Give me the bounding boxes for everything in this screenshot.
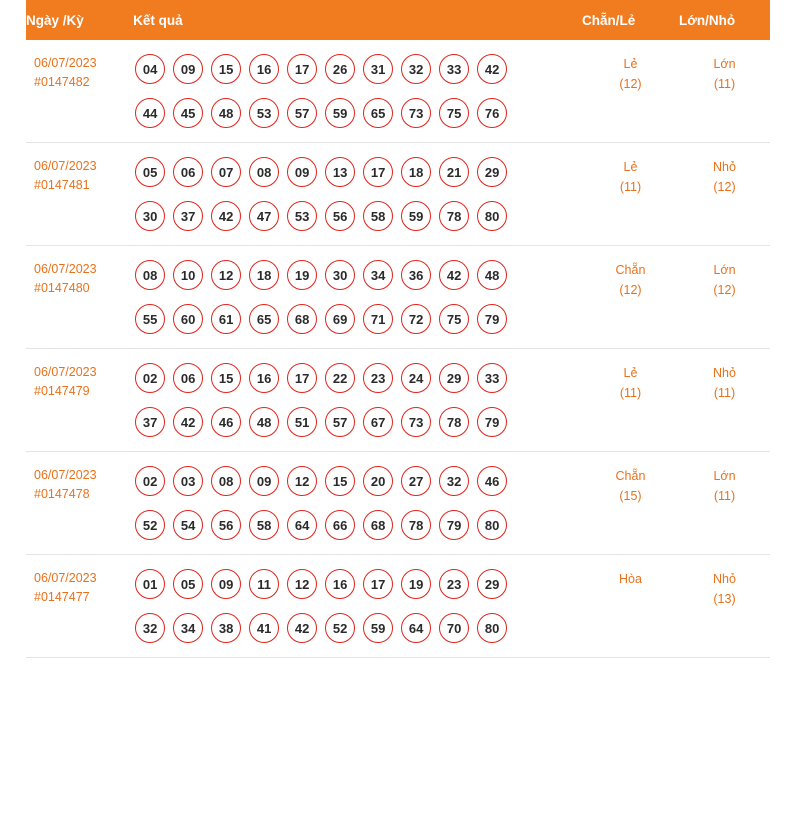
result-ball: 16 bbox=[249, 54, 279, 84]
result-ball: 15 bbox=[325, 466, 355, 496]
result-ball: 18 bbox=[249, 260, 279, 290]
result-ball: 71 bbox=[363, 304, 393, 334]
table-row bbox=[26, 40, 770, 143]
result-ball: 42 bbox=[211, 201, 241, 231]
result-ball: 69 bbox=[325, 304, 355, 334]
result-ball: 32 bbox=[439, 466, 469, 496]
result-ball: 59 bbox=[401, 201, 431, 231]
parity-cell bbox=[582, 40, 679, 143]
result-ball: 30 bbox=[325, 260, 355, 290]
result-ball: 64 bbox=[287, 510, 317, 540]
result-ball: 46 bbox=[211, 407, 241, 437]
result-ball: 57 bbox=[287, 98, 317, 128]
size-cell bbox=[679, 555, 770, 658]
result-ball: 42 bbox=[477, 54, 507, 84]
size-cell bbox=[679, 40, 770, 143]
result-date-cell bbox=[26, 349, 133, 452]
result-ball: 23 bbox=[439, 569, 469, 599]
result-numbers-cell bbox=[133, 555, 582, 658]
result-ball: 53 bbox=[249, 98, 279, 128]
draw-date: 06/07/2023 bbox=[34, 262, 97, 276]
ball-row bbox=[135, 201, 581, 231]
result-ball: 32 bbox=[135, 613, 165, 643]
result-ball: 55 bbox=[135, 304, 165, 334]
result-ball: 61 bbox=[211, 304, 241, 334]
result-ball: 67 bbox=[363, 407, 393, 437]
result-ball: 79 bbox=[477, 304, 507, 334]
result-ball: 48 bbox=[477, 260, 507, 290]
draw-id: #0147481 bbox=[34, 178, 90, 192]
parity-cell bbox=[582, 349, 679, 452]
size-cell bbox=[679, 452, 770, 555]
result-ball: 42 bbox=[439, 260, 469, 290]
result-ball: 04 bbox=[135, 54, 165, 84]
result-ball: 58 bbox=[249, 510, 279, 540]
result-ball: 09 bbox=[249, 466, 279, 496]
size-count: (11) bbox=[713, 77, 736, 91]
result-ball: 20 bbox=[363, 466, 393, 496]
result-date-cell bbox=[26, 246, 133, 349]
result-ball: 59 bbox=[325, 98, 355, 128]
parity-label: Chẵn bbox=[615, 469, 646, 483]
result-ball: 48 bbox=[211, 98, 241, 128]
result-numbers-cell bbox=[133, 40, 582, 143]
result-ball: 07 bbox=[211, 157, 241, 187]
result-ball: 45 bbox=[173, 98, 203, 128]
result-ball: 05 bbox=[135, 157, 165, 187]
result-ball: 80 bbox=[477, 201, 507, 231]
result-ball: 08 bbox=[135, 260, 165, 290]
draw-date: 06/07/2023 bbox=[34, 365, 97, 379]
result-ball: 64 bbox=[401, 613, 431, 643]
result-ball: 54 bbox=[173, 510, 203, 540]
result-ball: 41 bbox=[249, 613, 279, 643]
result-ball: 38 bbox=[211, 613, 241, 643]
result-ball: 06 bbox=[173, 157, 203, 187]
draw-date: 06/07/2023 bbox=[34, 571, 97, 585]
result-ball: 78 bbox=[439, 407, 469, 437]
result-ball: 08 bbox=[249, 157, 279, 187]
parity-label: Chẵn bbox=[615, 263, 646, 277]
table-row bbox=[26, 143, 770, 246]
result-ball: 68 bbox=[287, 304, 317, 334]
result-numbers-cell bbox=[133, 349, 582, 452]
result-ball: 03 bbox=[173, 466, 203, 496]
result-ball: 80 bbox=[477, 613, 507, 643]
result-ball: 59 bbox=[363, 613, 393, 643]
result-ball: 01 bbox=[135, 569, 165, 599]
result-ball: 73 bbox=[401, 407, 431, 437]
result-ball: 76 bbox=[477, 98, 507, 128]
result-numbers-cell bbox=[133, 143, 582, 246]
parity-count: (15) bbox=[619, 489, 642, 503]
parity-cell bbox=[582, 452, 679, 555]
result-ball: 53 bbox=[287, 201, 317, 231]
result-ball: 34 bbox=[363, 260, 393, 290]
result-ball: 30 bbox=[135, 201, 165, 231]
draw-date: 06/07/2023 bbox=[34, 56, 97, 70]
result-ball: 37 bbox=[173, 201, 203, 231]
size-label: Lớn bbox=[713, 57, 736, 71]
lottery-results-table bbox=[26, 0, 770, 658]
result-ball: 79 bbox=[439, 510, 469, 540]
draw-id: #0147482 bbox=[34, 75, 90, 89]
result-ball: 12 bbox=[287, 569, 317, 599]
result-date-cell bbox=[26, 452, 133, 555]
size-count: (12) bbox=[713, 283, 736, 297]
result-ball: 48 bbox=[249, 407, 279, 437]
result-ball: 15 bbox=[211, 363, 241, 393]
result-ball: 32 bbox=[401, 54, 431, 84]
result-ball: 42 bbox=[173, 407, 203, 437]
column-header-date: Ngày /Kỳ bbox=[26, 0, 133, 40]
parity-cell bbox=[582, 143, 679, 246]
size-label: Lớn bbox=[713, 263, 736, 277]
result-ball: 65 bbox=[249, 304, 279, 334]
result-ball: 31 bbox=[363, 54, 393, 84]
result-ball: 56 bbox=[211, 510, 241, 540]
result-numbers-cell bbox=[133, 246, 582, 349]
table-header-row bbox=[26, 0, 770, 40]
result-ball: 29 bbox=[477, 157, 507, 187]
result-ball: 75 bbox=[439, 304, 469, 334]
result-ball: 42 bbox=[287, 613, 317, 643]
result-ball: 56 bbox=[325, 201, 355, 231]
bottom-spacer bbox=[0, 658, 796, 674]
result-ball: 58 bbox=[363, 201, 393, 231]
ball-row bbox=[135, 569, 581, 599]
column-header-result: Kết quả bbox=[133, 0, 582, 40]
result-ball: 68 bbox=[363, 510, 393, 540]
result-ball: 24 bbox=[401, 363, 431, 393]
size-cell bbox=[679, 349, 770, 452]
size-label: Nhỏ bbox=[713, 572, 736, 586]
result-ball: 16 bbox=[249, 363, 279, 393]
size-count: (11) bbox=[713, 386, 736, 400]
result-ball: 37 bbox=[135, 407, 165, 437]
result-ball: 06 bbox=[173, 363, 203, 393]
result-ball: 13 bbox=[325, 157, 355, 187]
result-ball: 15 bbox=[211, 54, 241, 84]
ball-row bbox=[135, 510, 581, 540]
size-label: Lớn bbox=[713, 469, 736, 483]
result-ball: 26 bbox=[325, 54, 355, 84]
result-ball: 11 bbox=[249, 569, 279, 599]
table-header bbox=[26, 0, 770, 40]
ball-row bbox=[135, 260, 581, 290]
ball-row bbox=[135, 54, 581, 84]
table-row bbox=[26, 349, 770, 452]
result-ball: 16 bbox=[325, 569, 355, 599]
draw-date: 06/07/2023 bbox=[34, 159, 97, 173]
draw-id: #0147478 bbox=[34, 487, 90, 501]
result-ball: 10 bbox=[173, 260, 203, 290]
result-ball: 73 bbox=[401, 98, 431, 128]
ball-row bbox=[135, 407, 581, 437]
result-ball: 51 bbox=[287, 407, 317, 437]
draw-id: #0147479 bbox=[34, 384, 90, 398]
result-ball: 22 bbox=[325, 363, 355, 393]
result-ball: 19 bbox=[287, 260, 317, 290]
result-ball: 33 bbox=[439, 54, 469, 84]
size-count: (11) bbox=[713, 489, 736, 503]
result-ball: 57 bbox=[325, 407, 355, 437]
result-ball: 44 bbox=[135, 98, 165, 128]
draw-date: 06/07/2023 bbox=[34, 468, 97, 482]
result-ball: 60 bbox=[173, 304, 203, 334]
table-row bbox=[26, 555, 770, 658]
ball-row bbox=[135, 157, 581, 187]
result-ball: 17 bbox=[363, 569, 393, 599]
result-ball: 21 bbox=[439, 157, 469, 187]
size-cell bbox=[679, 143, 770, 246]
ball-row bbox=[135, 98, 581, 128]
result-date-cell bbox=[26, 143, 133, 246]
column-header-size: Lớn/Nhỏ bbox=[679, 0, 770, 40]
size-label: Nhỏ bbox=[713, 366, 736, 380]
table-row bbox=[26, 452, 770, 555]
parity-count: (11) bbox=[619, 180, 642, 194]
ball-row bbox=[135, 466, 581, 496]
result-ball: 12 bbox=[287, 466, 317, 496]
result-numbers-cell bbox=[133, 452, 582, 555]
result-ball: 09 bbox=[211, 569, 241, 599]
table-row bbox=[26, 246, 770, 349]
result-ball: 09 bbox=[173, 54, 203, 84]
result-ball: 78 bbox=[401, 510, 431, 540]
parity-label: Lẻ bbox=[623, 160, 638, 174]
result-ball: 17 bbox=[287, 54, 317, 84]
result-ball: 05 bbox=[173, 569, 203, 599]
result-ball: 02 bbox=[135, 466, 165, 496]
parity-cell bbox=[582, 555, 679, 658]
parity-label: Lẻ bbox=[623, 366, 638, 380]
result-ball: 78 bbox=[439, 201, 469, 231]
result-ball: 29 bbox=[439, 363, 469, 393]
result-ball: 29 bbox=[477, 569, 507, 599]
result-ball: 02 bbox=[135, 363, 165, 393]
result-ball: 17 bbox=[363, 157, 393, 187]
result-ball: 09 bbox=[287, 157, 317, 187]
result-ball: 79 bbox=[477, 407, 507, 437]
result-ball: 23 bbox=[363, 363, 393, 393]
draw-id: #0147480 bbox=[34, 281, 90, 295]
ball-row bbox=[135, 304, 581, 334]
result-ball: 33 bbox=[477, 363, 507, 393]
draw-id: #0147477 bbox=[34, 590, 90, 604]
parity-count: (11) bbox=[619, 386, 642, 400]
ball-row bbox=[135, 363, 581, 393]
parity-count: (12) bbox=[619, 283, 642, 297]
result-ball: 34 bbox=[173, 613, 203, 643]
parity-label: Lẻ bbox=[623, 57, 638, 71]
result-ball: 72 bbox=[401, 304, 431, 334]
result-date-cell bbox=[26, 555, 133, 658]
result-ball: 18 bbox=[401, 157, 431, 187]
result-ball: 52 bbox=[325, 613, 355, 643]
parity-cell bbox=[582, 246, 679, 349]
column-header-parity: Chẵn/Lẻ bbox=[582, 0, 679, 40]
result-ball: 08 bbox=[211, 466, 241, 496]
result-ball: 12 bbox=[211, 260, 241, 290]
result-ball: 65 bbox=[363, 98, 393, 128]
result-ball: 70 bbox=[439, 613, 469, 643]
table-body bbox=[26, 40, 770, 658]
result-ball: 80 bbox=[477, 510, 507, 540]
result-ball: 66 bbox=[325, 510, 355, 540]
result-ball: 36 bbox=[401, 260, 431, 290]
result-ball: 46 bbox=[477, 466, 507, 496]
parity-count: (12) bbox=[619, 77, 642, 91]
result-ball: 47 bbox=[249, 201, 279, 231]
result-ball: 75 bbox=[439, 98, 469, 128]
result-ball: 52 bbox=[135, 510, 165, 540]
parity-label: Hòa bbox=[619, 572, 642, 586]
result-ball: 19 bbox=[401, 569, 431, 599]
size-count: (12) bbox=[713, 180, 736, 194]
ball-row bbox=[135, 613, 581, 643]
size-cell bbox=[679, 246, 770, 349]
result-ball: 27 bbox=[401, 466, 431, 496]
result-date-cell bbox=[26, 40, 133, 143]
size-count: (13) bbox=[713, 592, 736, 606]
size-label: Nhỏ bbox=[713, 160, 736, 174]
result-ball: 17 bbox=[287, 363, 317, 393]
